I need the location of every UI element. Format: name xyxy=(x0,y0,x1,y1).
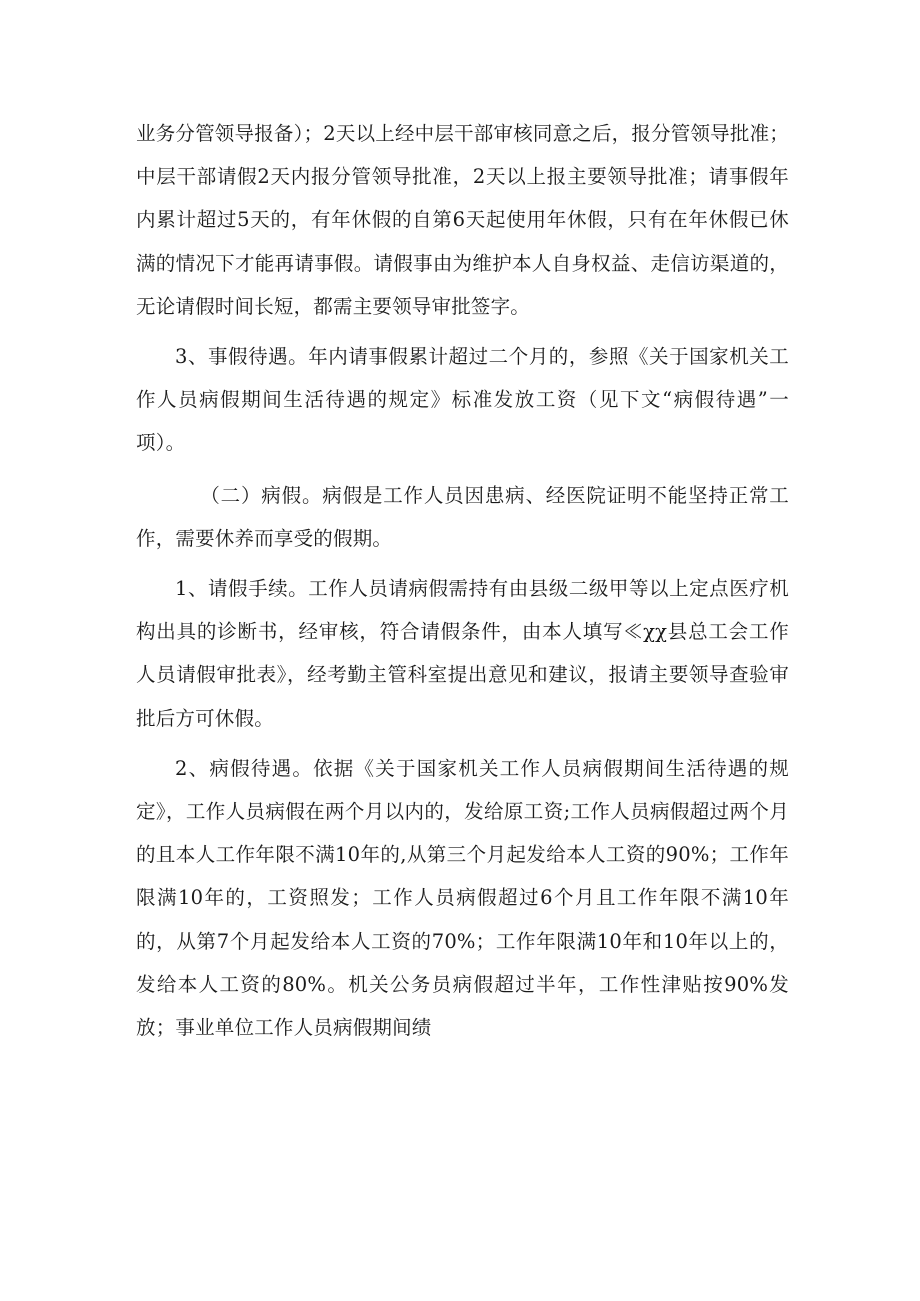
paragraph-personal-leave-pay: 3、事假待遇。年内请事假累计超过二个月的，参照《关于国家机关工作人员病假期间生活待遇的规定》标准发放工资（见下文“病假待遇”一项）。 xyxy=(136,345,789,455)
paragraph-leave-approval-continued: 业务分管领导报备）；2天以上经中层干部审核同意之后，报分管领导批准；中层干部请假2天内报分管领导批准，2天以上报主要领导批准；请事假年内累计超过5天的，有年休假的自第6天起使用年休假，只有在年休假已休满的情况下才能再请事假。请假事由为维护本人自身权益、走信访渠道的，无论请假时间长短，都需主要领导审批签字。 xyxy=(136,122,789,318)
paragraph-sick-leave-procedure: 1、请假手续。工作人员请病假需持有由县级二级甲等以上定点医疗机构出具的诊断书，经审核，符合请假条件，由本人填写≪χχ县总工会工作人员请假审批表》，经考勤主管科室提出意见和建议，报请主要领导查验审批后方可休假。 xyxy=(136,577,789,730)
section-heading-sick-leave: （二）病假。病假是工作人员因患病、经医院证明不能坚持正常工作，需要休养而享受的假期。 xyxy=(136,483,789,550)
paragraph-sick-leave-pay: 2、病假待遇。依据《关于国家机关工作人员病假期间生活待遇的规定》，工作人员病假在两个月以内的，发给原工资;工作人员病假超过两个月的且本人工作年限不满10年的,从第三个月起发给本人工资的90%；工作年限满10年的，工资照发；工作人员病假超过6个月且工作年限不满10年的，从第7个月起发给本人工资的70%；工作年限满10年和10年以上的，发给本人工资的80%。机关公务员病假超过半年，工作性津贴按90%发放；事业单位工作人员病假期间绩 xyxy=(136,756,789,1040)
document-body xyxy=(136,112,789,1049)
